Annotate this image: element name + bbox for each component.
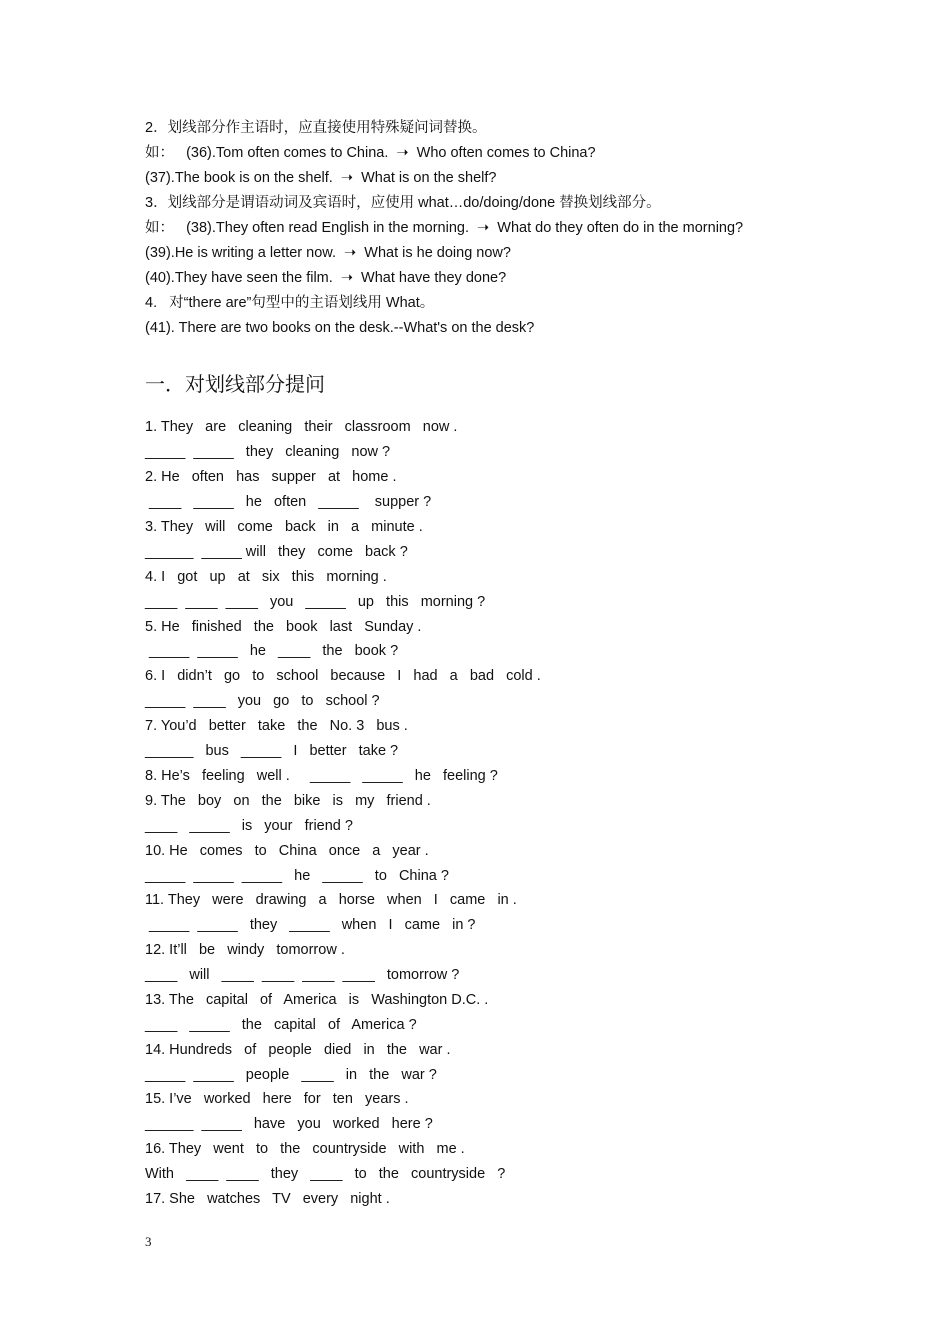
exercise-line: 14. Hundreds of people died in the war . — [145, 1042, 451, 1058]
note-example-37: (37).The book is on the shelf. ➝ What is on the shelf? — [145, 170, 497, 186]
exercise-line: 12. It’ll be windy tomorrow . — [145, 942, 345, 958]
page-number: 3 — [145, 1234, 152, 1249]
exercise-line: ______ bus _____ I better take ? — [145, 743, 399, 759]
exercise-line: _____ _____ he ____ the book ? — [145, 643, 399, 659]
note-rule-2: 2．划线部分作主语时，应直接使用特殊疑问词替换。 — [145, 120, 487, 136]
section-title: 一．对划线部分提问 — [145, 374, 325, 396]
note-example-41: (41). There are two books on the desk.--What's on the desk? — [145, 320, 535, 336]
exercise-line: 2. He often has supper at home . — [145, 469, 397, 485]
note-example-36: 如： (36).Tom often comes to China. ➝ Who often comes to China? — [145, 145, 596, 161]
exercise-line: 7. You’d better take the No. 3 bus . — [145, 718, 408, 734]
exercise-line: _____ _____ they cleaning now ? — [145, 444, 391, 460]
exercise-line: ____ _____ is your friend ? — [145, 818, 353, 834]
exercise-line: 3. They will come back in a minute . — [145, 519, 423, 535]
exercise-line: ____ _____ the capital of America ? — [145, 1017, 417, 1033]
exercise-line: 5. He finished the book last Sunday . — [145, 619, 422, 635]
exercise-line: ______ _____ have you worked here ? — [145, 1116, 433, 1132]
note-example-38: 如： (38).They often read English in the morning. ➝ What do they often do in the morning? — [145, 220, 744, 236]
exercise-line: 4. I got up at six this morning . — [145, 569, 387, 585]
exercise-line: _____ _____ people ____ in the war ? — [145, 1067, 437, 1083]
exercise-line: _____ ____ you go to school ? — [145, 693, 380, 709]
exercise-line: 11. They were drawing a horse when I came in . — [145, 892, 517, 908]
exercise-line: ____ will ____ ____ ____ ____ tomorrow ? — [145, 967, 460, 983]
exercise-line: 17. She watches TV every night . — [145, 1191, 390, 1207]
exercise-line: 6. I didn’t go to school because I had a bad cold . — [145, 668, 541, 684]
exercise-line: ______ _____ will they come back ? — [145, 544, 408, 560]
note-rule-3: 3．划线部分是谓语动词及宾语时，应使用 what…do/doing/done 替换划线部分。 — [145, 195, 661, 211]
note-example-40: (40).They have seen the film. ➝ What have they done? — [145, 270, 507, 286]
exercise-line: _____ _____ they _____ when I came in ? — [145, 917, 476, 933]
exercise-line: 1. They are cleaning their classroom now . — [145, 419, 458, 435]
exercise-line: 10. He comes to China once a year . — [145, 843, 429, 859]
exercise-line: 9. The boy on the bike is my friend . — [145, 793, 431, 809]
exercise-line: 13. The capital of America is Washington D.C. . — [145, 992, 489, 1008]
exercise-line: _____ _____ _____ he _____ to China ? — [145, 868, 449, 884]
exercise-line: 8. He’s feeling well . _____ _____ he feeling ? — [145, 768, 498, 784]
exercise-line: 15. I’ve worked here for ten years . — [145, 1091, 409, 1107]
note-rule-4: 4. 对“there are”句型中的主语划线用 What。 — [145, 295, 435, 311]
exercise-line: ____ ____ ____ you _____ up this morning ? — [145, 594, 486, 610]
note-example-39: (39).He is writing a letter now. ➝ What is he doing now? — [145, 245, 511, 261]
exercise-line: 16. They went to the countryside with me . — [145, 1141, 465, 1157]
exercise-line: ____ _____ he often _____ supper ? — [145, 494, 432, 510]
exercise-line: With ____ ____ they ____ to the countryside ? — [145, 1166, 506, 1182]
